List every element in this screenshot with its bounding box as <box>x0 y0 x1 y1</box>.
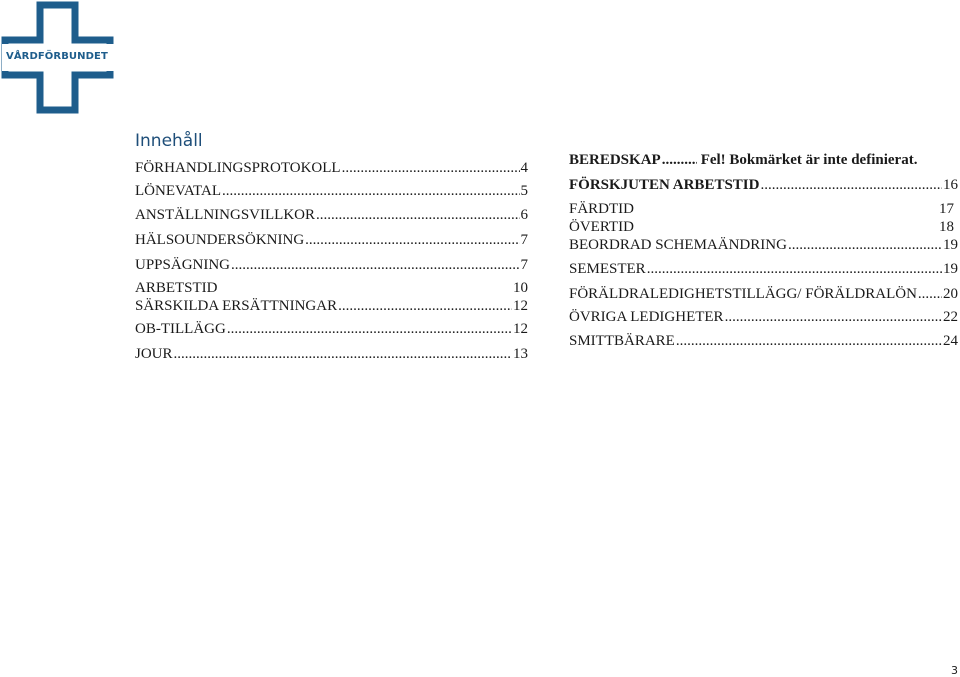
toc-entry[interactable]: UPPSÄGNING ..... 7 <box>135 256 528 274</box>
toc-entry[interactable]: SEMESTER ..... 19 <box>569 260 958 278</box>
toc-entry[interactable]: ÖVRIGA LEDIGHETER ..... 22 <box>569 308 958 326</box>
toc-entry[interactable]: ANSTÄLLNINGSVILLKOR ..... 6 <box>135 206 528 224</box>
page-number: 3 <box>951 664 958 677</box>
toc-entry[interactable]: FÖRÄLDRALEDIGHETSTILLÄGG/ FÖRÄLDRALÖN ..... 20 <box>569 285 958 303</box>
toc-entry[interactable]: ÖVERTID 18 <box>569 219 954 235</box>
toc-entry[interactable]: JOUR ..... 13 <box>135 345 528 363</box>
toc-entry[interactable]: OB-TILLÄGG ..... 12 <box>135 320 528 338</box>
toc-entry[interactable]: BEREDSKAP ..... Fel! Bokmärket är inte definierat. <box>569 151 958 169</box>
logo-wordmark: VÅRDFÖRBUNDET <box>6 51 108 62</box>
vardforbundet-logo <box>0 0 115 115</box>
toc-entry[interactable]: LÖNEVATAL ..... 5 <box>135 182 528 200</box>
toc-entry[interactable]: ARBETSTID 10 <box>135 280 528 296</box>
toc-entry[interactable]: SMITTBÄRARE ..... 24 <box>569 332 958 350</box>
toc-entry[interactable]: FÖRHANDLINGSPROTOKOLL ..... 4 <box>135 159 528 177</box>
toc-entry[interactable]: FÖRSKJUTEN ARBETSTID ..... 16 <box>569 176 958 194</box>
toc-entry[interactable]: BEORDRAD SCHEMAÄNDRING ..... 19 <box>569 236 958 254</box>
toc-title: Innehåll <box>135 131 203 151</box>
toc-entry[interactable]: SÄRSKILDA ERSÄTTNINGAR ..... 12 <box>135 297 528 315</box>
toc-entry[interactable]: HÄLSOUNDERSÖKNING ..... 7 <box>135 231 528 249</box>
toc-entry[interactable]: FÄRDTID 17 <box>569 201 954 217</box>
